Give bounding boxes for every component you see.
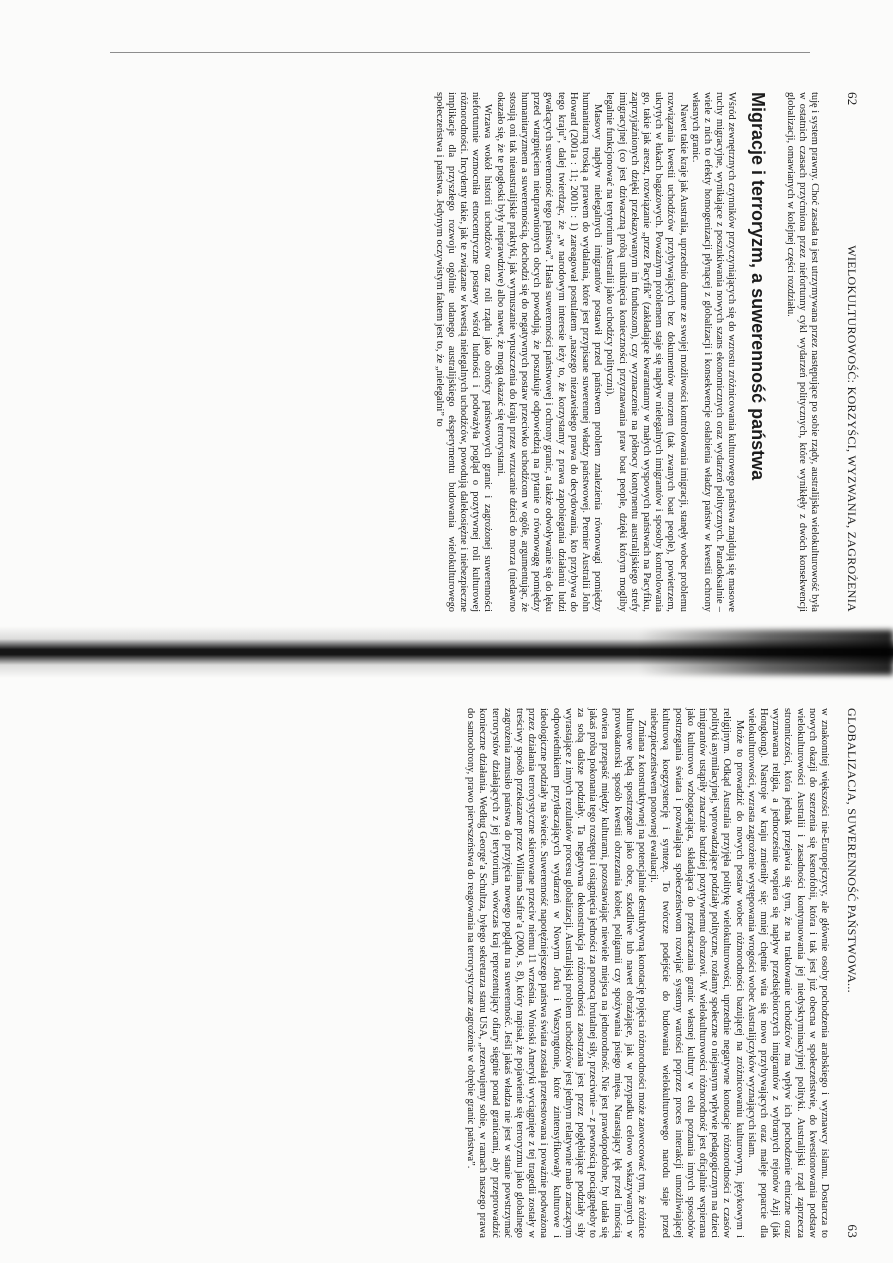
running-head-62 [834, 92, 860, 612]
running-title-63: GLOBALIZACJA, SUWERENNOŚĆ PAŃSTWOWA... [845, 708, 859, 993]
scan-edge-line [110, 52, 810, 53]
page-62 [90, 92, 860, 612]
paragraph-4: Wrzawa wokół historii uchodźców oraz roli rządu jako obrońcy państwowych granic i zagrożonej suwerenności niefortunnie wzmocniła etnocentryczne postawy wśród ludności i podważyła pogląd o pozytywnej roli kulturowej różnorodności. Incydenty takie, jak te związane w kwestią nielegalnych uchodźców, powodują dalekosiężne i niebezpieczne implikacje dla przyszłego rozwoju ogólnie udanego australijskiego eksperymentu budowania wielokulturowego społeczeństwa i państwa. Jedynym oczywistym faktem jest to, że „nielegalni” to [433, 92, 494, 612]
paragraph-6: Może to prowadzić do nowych postaw wobec różnorodności bazującej na zróżnicowaniu kulturowym, językowym i religijnym. Odkąd Australia przyjęła politykę wielokulturowości, uprzednie negatywne konotacje różnorodności z czasów polityki asymilacyjnej, wprowadzające podziały polityczne, rozłamy społeczne o niejasnym wpływie pedagogicznym na dzieci imigrantów ustąpiły znacznie bardziej pozytywnemu obrazowi. W wielokulturowości różnorodność jest oficjalnie wspierana jako kulturowo wzbogacająca, składająca do przekraczania granic własnej kultury w celu poznania innych sposobów postrzegania świata i pozwalająca społeczeństwom rozwijać systemy wartości poprzez proces interakcji umożliwiającej kulturową koegzystencję i syntezę. To twórcze podejście do budowania wielokulturowego narodu staje przed niebezpieczeństwem ponownej ewaluacji. [648, 708, 745, 1238]
paragraph-2: Nawet takie kraje jak Australia, uprzednio dumne ze swojej możliwości kontrolowania imigracji, stanęły wobec problemu rozwiązania kwestii uchodźców przybywających bez dokumentów morzem (tak zwanych boat people), powietrzem, ukrytych w łukach bagażowych. Poważnym problemem staje się napływ nielegalnych imigrantów i sposoby kontrolowania go, takie jak areszt, rozwiązanie „przez Pacyfik” (zakładające kwarantanny w małych wyspowych państwach na Pacyfiku, zaprzyjaźnionych dzięki przekazywanym im funduszom), czy wyznaczenie na północy kontynentu australijskiego strefy imigracyjnej (co jest dziwaczną próbą uniknięcia konieczności przyznawania praw boat people, dzięki którym mogliby legalnie funkcjonować na terytorium Australii jako uchodźcy polityczni). [604, 92, 689, 612]
book-fold-edge [640, 630, 893, 675]
page-63 [90, 708, 860, 1238]
running-head-63 [834, 708, 860, 1238]
text-column-62 [432, 92, 820, 612]
running-title-62: WIELOKULTUROWOŚĆ: KORZYŚCI, WYZWANIA, ZAGROŻENIA [845, 245, 859, 612]
page-number-62: 62 [845, 92, 860, 106]
paragraph-5: w znakomitej większości nie-Europejczycy, ale głównie osoby pochodzenia arabskiego i wyznawcy islamu. Dostarcza to nowych okazji do szerzenia się ksenofobii, która i tak jest już obecna w społeczeństwie, do kwestionowania podstaw wielokulturowości Australii i zasadności kontynuowania jej niedyskryminacyjnej polityki. Australijski rząd zaprzecza stronniczości, która jednak przejawia się tym, że na traktowanie uchodźców ma wpływ ich pochodzenie etniczne oraz wyznawana religia, a jednocześnie wspiera się napływ przedsiębiorczych imigrantów z wybranych rejonów Azji (jak Hongkong). Nastroje w kraju zmieniły się: mniej chętnie wita się nowo przybywających oraz maleje poparcie dla wielokulturowości, wzrasta zagrożenie występowania wrogości wobec Australijczyków wyznających islam. [745, 708, 830, 1238]
text-column-63 [464, 708, 830, 1238]
paragraph-7: Zmiana z konstruktywnej na potencjalnie destruktywną konotację pojęcia różnorodności może zaowocować tym, że różnice kulturowe będą spostrzegane jako obce, szkodliwe lub nawet obrażające, jak w przypadku celowo wskazywanych w prowokatorski sposób kwestii obrzezania kobiet, poligamii czy spożywania psiego mięsa. Narastający lęk przed innością otwiera przepaść między kulturami, pozostawiając niewiele miejsca na jednorodność. Nie jest prawdopodobne, by udała się jakaś próba pokonania tego rozstępu i osiągnięcia jedności za pomocą brutalnej siły, przeciwnie – z pewnością pociągnęłoby to za sobą dalsze podziały. Ta negatywna dekonstrukcja różnorodności zaostrzana jest przez pogłębiające podziały siły wyrastające z innych rezultatów procesu globalizacji. Australijski problem uchodźców jest jednym relatywnie mało znaczącym odpowiednikiem przytłaczających wydarzeń w Nowym Jorku i Waszyngtonie, które zintensyfikowały kulturowe i ideologiczne podziały na świecie. Suwerenność napotężniejszego państwa świata została przetestowana i poważnie podważona przez działania terrorystyczne skierowane przeciw niemu 11 września. Wnioski Ameryki wyciągnięte z tej tragedii zostały w treściwy sposób przekazane przez Williama Safire’a (2000, s. 8), który napisał, że pojawienie się terroryzmu jako globalnego zagrożenia zmusiło państwa do przyjęcia nowego poglądu na suwerenność. Jeśli jakaś władza nie jest w stanie powstrzymać terrorystów działających z jej terytorium, wówczas kraj reprezentujący ofiary sięgnie ponad granicami, aby przeprowadzić konieczne działania. Według George’a Schultza, byłego sekretarza stanu USA, „rezerwujemy sobie, w ramach naszego prawa do samoobrony, prawo pierwszeństwa do reagowania na terrorystyczne zagrożenie w obrębie granic państwa”. [465, 708, 647, 1238]
page-number-63: 63 [845, 1224, 860, 1238]
paragraph-1: Wśród zewnętrznych czynników przyczyniających się do wzrostu zróżnicowania kulturowego państwa znajdują się masowe ruchy migracyjne, wynikające z poszukiwania nowych szans ekonomicznych oraz wydarzeń politycznych. Paradoksalnie – wiele z nich to efekty homogenizacji płynącej z globalizacji i konsekwencje osłabienia władzy państw w kwestii ochrony własnych granic. [689, 92, 738, 612]
paragraph-3: Masowy napływ nielegalnych imigrantów postawił przed państwem problem znalezienia równowagi pomiędzy humanitarną troską a prawem do wydalania, które jest przypisane suwerennej władzy państwowej. Premier Australii John Howard (2001a : 11; 2001b : 1) zareagował postulatem „naszego niezawisłego prawa do decydowania, kto przybywa do tego kraju”, dalej twierdząc, że „w narodowym interesie leży to, że korzystamy z prawa zapobiegania działaniu ludzi gwałcących suwerenność tego państwa”. Hasła suwerenności państwowej i ochrony granic, a także odwoływanie się do lęku przed wtargnięciem nieuprawnionych obcych powodują, że poszukuje odpowiedzią na pytanie o równowagę pomiędzy humanitaryzmem a suwerennością, dochodzi się do negatywnych postaw przeciwko uchodźcom w ogóle, argumentując, że stosują oni tak nieaustralijskie praktyki, jak wymuszanie wpuszczenia do kraju przez wrzucanie dzieci do morza (niedawno okazało się, że te pogłoski były nieprawdziwe) albo nawet, że mogą okazać się terrorystami. [494, 92, 604, 612]
section-heading: Migracje i terroryzm, a suwerenność państwa [748, 92, 769, 481]
intro-paragraph: tuję i system prawny. Choć zasada ta jest utrzymywana przez następujące po sobie rządy, australijska wielokulturowość była w ostatnich czasach przyćmiona przez niefortunny cykl wydarzeń politycznych, które wynikłęły z dwóch konsekwencji globalizacji, omawianych w kolejnej części rozdziału. [784, 92, 820, 612]
